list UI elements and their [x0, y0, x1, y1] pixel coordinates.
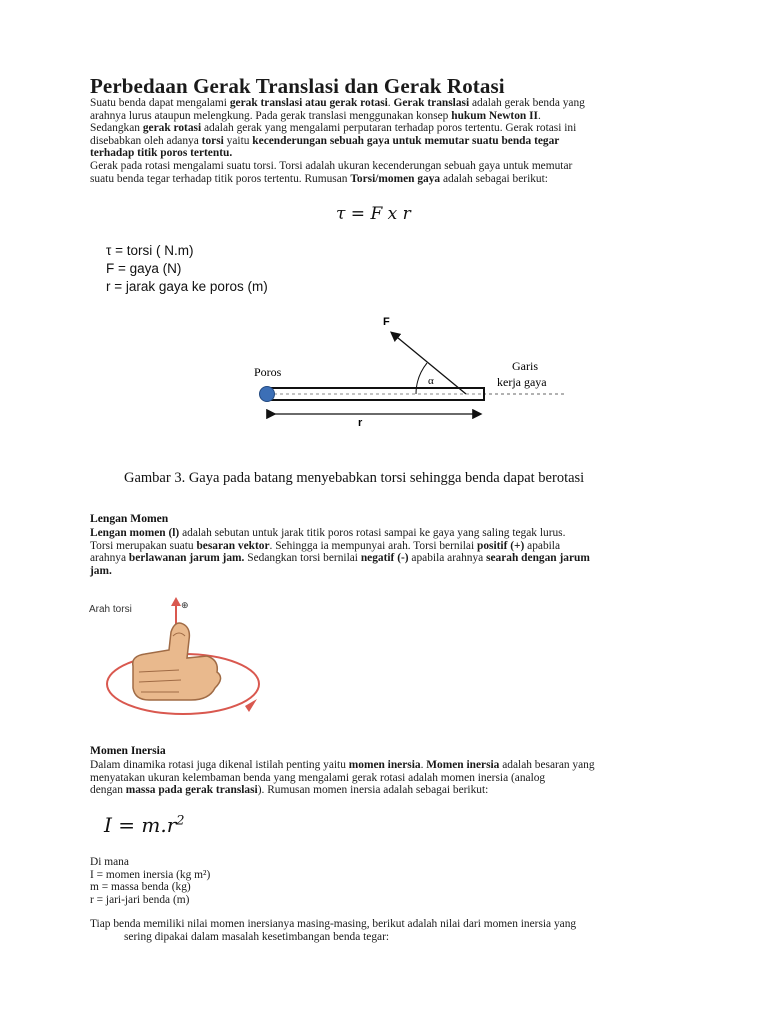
- hand-shape: [133, 623, 221, 700]
- text-run: apabila arahnya: [408, 552, 487, 565]
- bold-run: negatif (-): [360, 552, 409, 565]
- closing-line-2: sering dipakai dalam masalah kesetimbangan benda tegar:: [124, 930, 390, 943]
- text-run: disebabkan oleh adanya: [90, 134, 202, 147]
- text-line: [90, 97, 585, 110]
- force-label: F: [383, 316, 390, 328]
- hand-label: Arah torsi: [89, 604, 132, 615]
- bold-run: Lengan momen (l): [90, 527, 180, 539]
- figure-caption: Gambar 3. Gaya pada batang menyebabkan torsi sehingga benda dapat berotasi: [124, 470, 585, 486]
- inertia-formula: [104, 813, 185, 837]
- text-run: Dalam dinamika rotasi juga dikenal istilah penting yaitu: [90, 759, 349, 771]
- pivot-label: Poros: [254, 365, 282, 379]
- lengan-heading: Lengan Momen: [90, 512, 169, 525]
- text-line: [90, 135, 585, 148]
- text-run: adalah gerak yang mengalami perputaran terhadap poros tertentu. Gerak rotasi ini: [201, 122, 577, 135]
- text-run: arahnya: [90, 552, 129, 565]
- bold-run: momen inersia: [348, 759, 421, 771]
- text-line: [90, 122, 585, 135]
- page-title: Perbedaan Gerak Translasi dan Gerak Rotasi: [90, 74, 505, 98]
- bold-run: gerak translasi atau gerak rotasi: [229, 97, 388, 109]
- text-run: Suatu benda dapat mengalami: [90, 97, 230, 109]
- dimana-list: [90, 856, 210, 906]
- bold-run: terhadap titik poros tertentu.: [90, 147, 233, 160]
- text-run: Torsi merupakan suatu: [90, 539, 197, 552]
- text-line: [90, 527, 590, 540]
- text-run: Gerak pada rotasi mengalami suatu torsi. Torsi adalah ukuran kecenderungan sebuah gaya untuk memutar: [90, 159, 573, 172]
- text-line: [90, 147, 585, 160]
- def-torsi: τ = torsi ( N.m): [106, 243, 194, 258]
- bold-run: jam.: [90, 564, 112, 577]
- text-run: dengan: [90, 784, 126, 797]
- inertia-formula-exponent: 2: [176, 813, 185, 829]
- pivot-circle: [260, 387, 275, 402]
- positive-sign: ⊕: [181, 601, 189, 611]
- text-line: [90, 540, 590, 553]
- hand-illustration: [89, 596, 275, 726]
- text-run: suatu benda tegar terhadap titik poros tertentu. Rumusan: [90, 172, 351, 185]
- lengan-paragraph: [90, 527, 590, 577]
- bold-run: torsi: [201, 134, 224, 147]
- text-run: Sedangkan: [90, 122, 143, 135]
- text-run: arahnya lurus ataupun melengkung. Pada gerak translasi menggunakan konsep: [90, 109, 452, 122]
- torque-definitions: [106, 242, 268, 296]
- inersia-paragraph: [90, 759, 595, 797]
- text-run: .: [420, 759, 427, 771]
- text-line: [90, 173, 585, 186]
- text-line: [90, 759, 595, 772]
- text-run: ). Rumusan momen inersia adalah sebagai berikut:: [257, 784, 489, 797]
- bold-run: Gerak translasi: [393, 97, 470, 109]
- inersia-heading: Momen Inersia: [90, 744, 166, 757]
- r-label: r: [358, 417, 363, 429]
- angle-label: α: [428, 375, 434, 387]
- bold-run: Torsi/momen gaya: [350, 172, 441, 185]
- torque-formula: τ = F x r: [336, 204, 411, 224]
- text-run: Sedangkan torsi bernilai: [244, 552, 361, 565]
- bold-run: hukum Newton II: [451, 109, 538, 122]
- dimana-jari: r = jari-jari benda (m): [90, 893, 190, 906]
- text-run: adalah gerak benda yang: [469, 97, 585, 109]
- text-run: apabila: [524, 539, 561, 552]
- text-run: .: [537, 109, 541, 122]
- bold-run: searah dengan jarum: [486, 552, 590, 565]
- bold-run: massa pada gerak translasi: [125, 784, 258, 797]
- dimana-inersia: I = momen inersia (kg m²): [90, 868, 211, 881]
- text-run: adalah besaran yang: [499, 759, 595, 771]
- text-run: .: [387, 97, 394, 109]
- text-run: yaitu: [223, 134, 253, 147]
- text-line: [90, 110, 585, 123]
- text-line: [90, 784, 595, 797]
- def-jarak: r = jarak gaya ke poros (m): [106, 279, 268, 294]
- line-label-1: Garis: [512, 359, 538, 373]
- def-gaya: F = gaya (N): [106, 261, 182, 276]
- bold-run: berlawanan jarum jam.: [128, 552, 245, 565]
- closing-paragraph: [90, 918, 576, 943]
- text-line: [90, 552, 590, 565]
- intro-paragraph: [90, 97, 585, 185]
- text-run: . Sehingga ia mempunyai arah. Torsi bernilai: [269, 539, 477, 552]
- bold-run: gerak rotasi: [142, 122, 202, 135]
- text-run: adalah sebagai berikut:: [440, 172, 548, 185]
- text-line: [90, 772, 595, 785]
- text-line: [90, 565, 590, 578]
- text-run: menyatakan ukuran kelembaman benda yang mengalami gerak rotasi adalah momen inersia (analog: [90, 771, 546, 784]
- inertia-formula-base: I = m.r: [104, 813, 177, 837]
- torque-diagram: [240, 305, 580, 435]
- closing-line-1: Tiap benda memiliki nilai momen inersianya masing-masing, berikut adalah nilai dari momen inersia yang: [90, 918, 577, 930]
- bold-run: besaran vektor: [196, 539, 270, 552]
- text-run: adalah sebutan untuk jarak titik poros rotasi sampai ke gaya yang saling tegak lurus.: [179, 527, 566, 539]
- dimana-heading: Di mana: [90, 856, 129, 868]
- text-line: [90, 160, 585, 173]
- bold-run: Momen inersia: [426, 759, 500, 771]
- bold-run: kecenderungan sebuah gaya untuk memutar suatu benda tegar: [252, 134, 560, 147]
- dimana-massa: m = massa benda (kg): [90, 881, 191, 894]
- line-label-2: kerja gaya: [497, 375, 547, 389]
- bold-run: positif (+): [476, 539, 525, 552]
